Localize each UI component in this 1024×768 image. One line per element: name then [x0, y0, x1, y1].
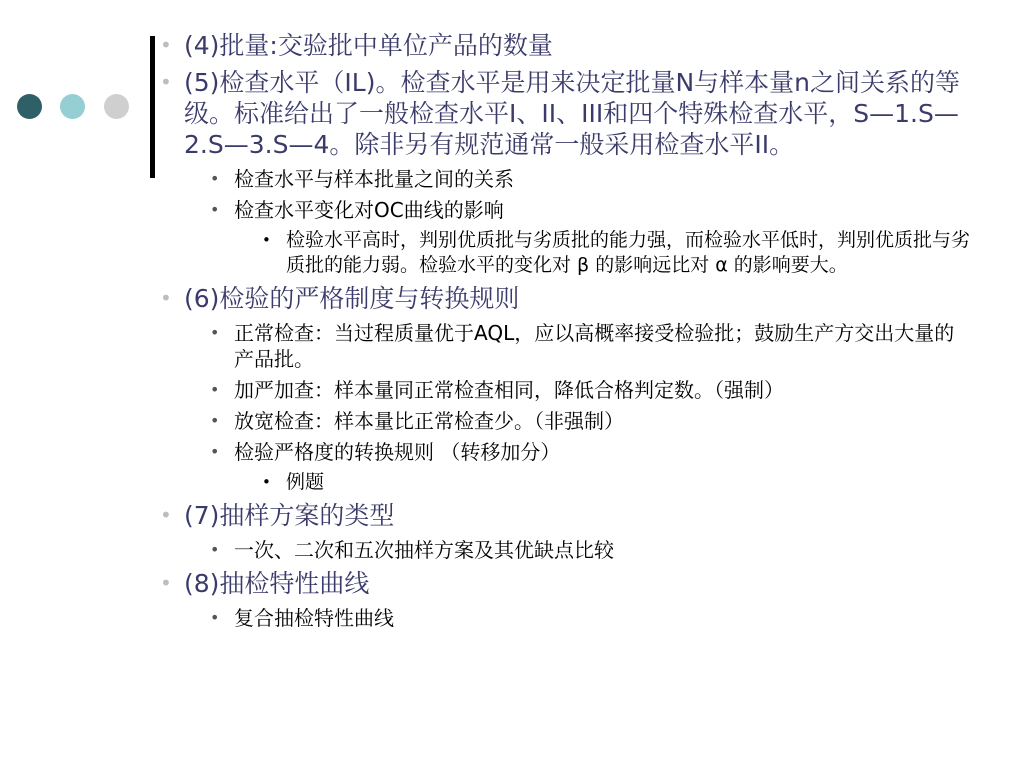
sub-inspection-level-relation: • 检查水平与样本批量之间的关系	[210, 166, 970, 192]
sub-inspection-level-oc-effect: • 检查水平变化对OC曲线的影响	[210, 197, 970, 223]
item-4-heading: • (4)批量:交验批中单位产品的数量	[160, 30, 970, 61]
sub-reduced-inspection: • 放宽检查：样本量比正常检查少。（非强制）	[210, 408, 970, 434]
dark-teal-dot	[17, 94, 42, 119]
detail-inspection-level-effect: • 检验水平高时，判别优质批与劣质批的能力强，而检验水平低时，判别优质批与劣质批的能力弱。检验水平的变化对 β 的影响远比对 α 的影响要大。	[262, 228, 970, 278]
sub-normal-inspection: • 正常检查：当过程质量优于AQL，应以高概率接受检验批；鼓励生产方交出大量的产品批。	[210, 320, 970, 372]
sub-tightened-inspection: • 加严加查：样本量同正常检查相同，降低合格判定数。（强制）	[210, 377, 970, 403]
item-7-heading: • (7)抽样方案的类型	[160, 500, 970, 531]
light-teal-dot	[60, 94, 85, 119]
sub-composite-oc-curve: • 复合抽检特性曲线	[210, 605, 970, 631]
item-5-heading: • (5)检查水平（IL)。检查水平是用来决定批量N与样本量n之间关系的等级。标准给出了一般检查水平I、II、III和四个特殊检查水平，S—1.S—2.S—3.S—4。除非另有规范通常一般采用检查水平II。	[160, 67, 970, 160]
sub-switching-rules: • 检验严格度的转换规则 （转移加分）	[210, 439, 970, 465]
vertical-divider	[150, 36, 155, 178]
item-6-heading: • (6)检验的严格制度与转换规则	[160, 283, 970, 314]
slide-content	[160, 30, 970, 636]
item-8-heading: • (8)抽检特性曲线	[160, 568, 970, 599]
gray-dot	[104, 94, 129, 119]
detail-example: • 例题	[262, 470, 970, 495]
sub-sampling-plans: • 一次、二次和五次抽样方案及其优缺点比较	[210, 537, 970, 563]
